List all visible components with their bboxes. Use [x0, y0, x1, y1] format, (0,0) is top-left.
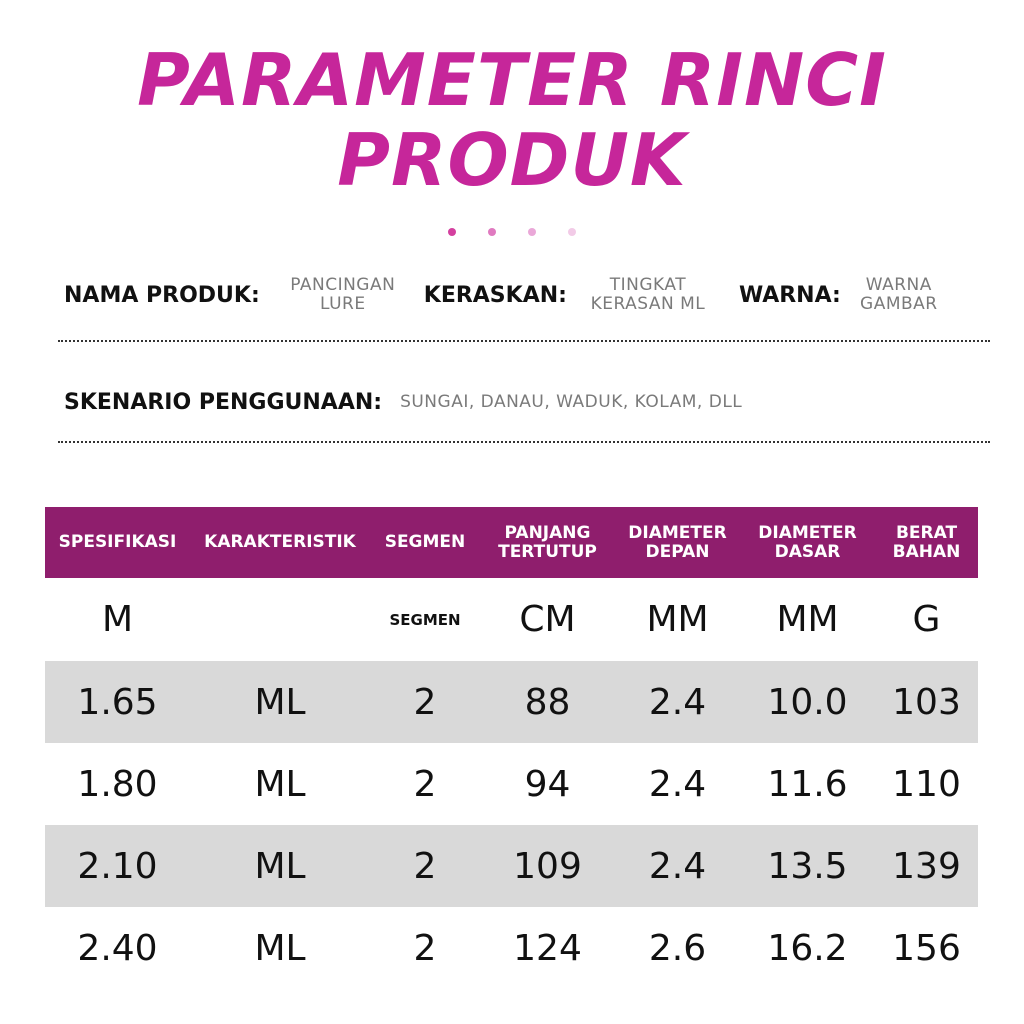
table-cell: 156 — [892, 927, 961, 969]
table-row — [45, 661, 978, 743]
table-cell: 1.80 — [77, 763, 158, 805]
dot-3 — [528, 228, 536, 236]
spec-table — [45, 507, 978, 989]
hardness-label: KERASKAN: — [423, 282, 567, 308]
table-cell: 2 — [413, 845, 437, 887]
dot-2 — [488, 228, 496, 236]
table-cell: ML — [254, 763, 306, 805]
table-cell: 11.6 — [767, 763, 848, 805]
table-header — [45, 507, 978, 578]
header-panjang-line-2: TERTUTUP — [498, 541, 597, 562]
table-cell: 94 — [524, 763, 571, 805]
table-cell: 2.40 — [77, 927, 158, 969]
table-cell: 2.4 — [648, 845, 707, 887]
table-row — [45, 825, 978, 907]
table-cell: 2 — [413, 927, 437, 969]
header-berat-line-2: BAHAN — [892, 541, 961, 562]
header-karakteristik-line-1: KARAKTERISTIK — [204, 532, 356, 552]
scenario-row — [64, 382, 994, 422]
header-diameter-depan-line-1: DIAMETER — [628, 522, 727, 543]
hardness-value-line-2: KERASAN ML — [590, 294, 706, 314]
table-cell: 2.4 — [648, 763, 707, 805]
title-line-2: PRODUK — [337, 118, 687, 202]
scenario-label: SKENARIO PENGGUNAAN: — [64, 389, 383, 415]
color-value — [853, 276, 945, 314]
header-diameter-dasar — [740, 524, 875, 562]
table-cell: 10.0 — [767, 681, 848, 723]
header-panjang-line-1: PANJANG — [504, 522, 591, 543]
table-cell: 124 — [513, 927, 582, 969]
header-diameter-dasar-line-1: DIAMETER — [758, 522, 857, 543]
hardness-value-line-1: TINGKAT — [609, 275, 687, 295]
table-cell: ML — [254, 681, 306, 723]
table-cell: ML — [254, 845, 306, 887]
scenario-value: SUNGAI, DANAU, WADUK, KOLAM, DLL — [400, 391, 743, 412]
color-value-line-1: WARNA — [865, 275, 932, 295]
product-name-value-line-2: LURE — [319, 294, 366, 314]
title-line-1: PARAMETER RINCI — [137, 38, 887, 122]
table-cell: 103 — [892, 681, 961, 723]
header-karakteristik — [190, 533, 370, 552]
table-cell: 16.2 — [767, 927, 848, 969]
unit-cell: MM — [646, 599, 709, 640]
dot-1 — [448, 228, 456, 236]
divider-1 — [58, 340, 990, 342]
table-row — [45, 743, 978, 825]
table-cell: 2.10 — [77, 845, 158, 887]
unit-cell: M — [101, 599, 134, 640]
product-info-row — [64, 270, 994, 320]
header-diameter-depan-line-2: DEPAN — [645, 541, 710, 562]
header-diameter-depan — [615, 524, 740, 562]
header-berat-bahan — [875, 524, 978, 562]
header-spesifikasi — [45, 533, 190, 552]
product-name-value-line-1: PANCINGAN — [290, 275, 396, 295]
page-title — [0, 40, 1024, 200]
table-cell: 2.6 — [648, 927, 707, 969]
table-cell: 109 — [513, 845, 582, 887]
unit-cell: SEGMEN — [389, 610, 461, 629]
header-panjang-tertutup — [480, 524, 615, 562]
product-name-value — [282, 276, 404, 314]
header-segmen-line-1: SEGMEN — [384, 532, 466, 552]
hardness-value — [583, 276, 713, 314]
table-row — [45, 907, 978, 989]
color-value-line-2: GAMBAR — [860, 294, 938, 314]
unit-cell: G — [912, 599, 941, 640]
table-cell: 1.65 — [77, 681, 158, 723]
color-label: WARNA: — [738, 282, 841, 308]
dot-4 — [568, 228, 576, 236]
decorative-dots — [0, 228, 1024, 236]
header-segmen — [370, 533, 480, 552]
table-cell: 2.4 — [648, 681, 707, 723]
divider-2 — [58, 441, 990, 443]
header-berat-line-1: BERAT — [895, 522, 958, 543]
units-row — [45, 578, 978, 661]
table-cell: 110 — [892, 763, 961, 805]
table-cell: 2 — [413, 763, 437, 805]
table-cell: 139 — [892, 845, 961, 887]
unit-cell: CM — [519, 599, 576, 640]
header-spesifikasi-line-1: SPESIFIKASI — [58, 532, 177, 552]
table-cell: 13.5 — [767, 845, 848, 887]
unit-cell: MM — [776, 599, 839, 640]
table-cell: ML — [254, 927, 306, 969]
header-diameter-dasar-line-2: DASAR — [774, 541, 841, 562]
table-cell: 2 — [413, 681, 437, 723]
table-cell: 88 — [524, 681, 571, 723]
product-name-label: NAMA PRODUK: — [64, 282, 260, 308]
